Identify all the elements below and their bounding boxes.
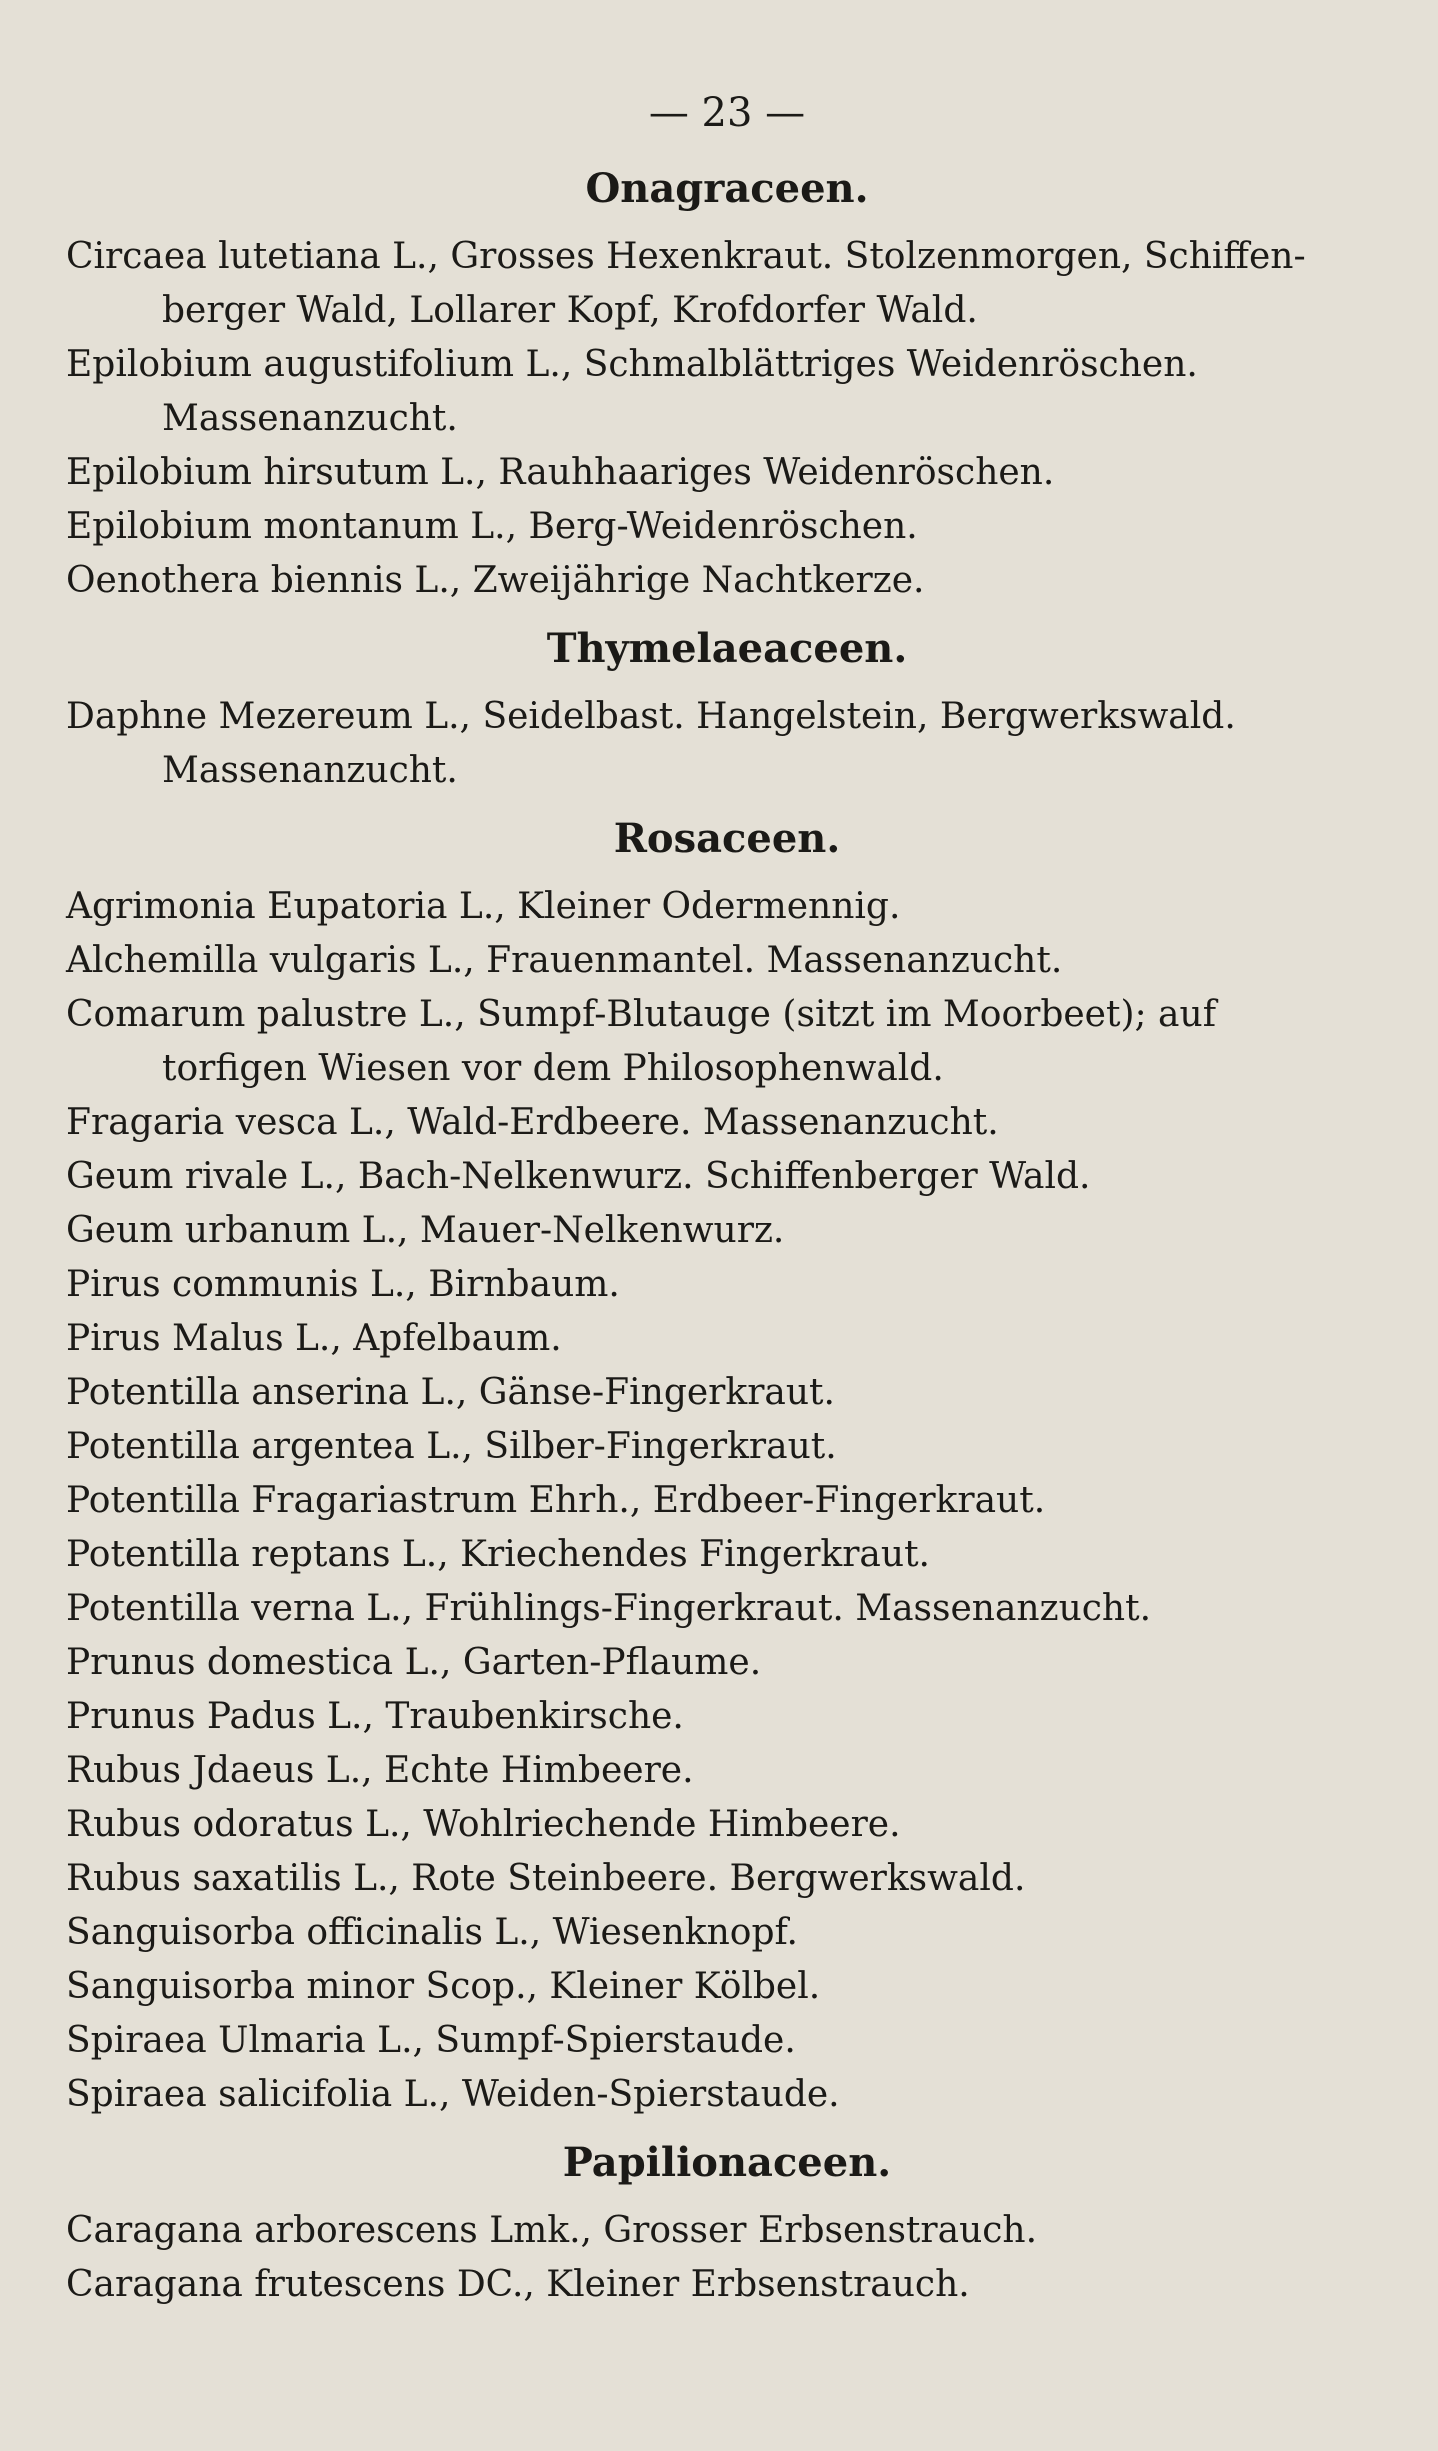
species-entry (66, 2258, 1388, 2312)
entry-line: Rubus saxatilis L., Rote Steinbeere. Bergwerkswald. (66, 1858, 1026, 1899)
species-entry (66, 1906, 1388, 1960)
entry-line: Spiraea Ulmaria L., Sumpf-Spierstaude. (66, 2020, 796, 2061)
species-entry (66, 1960, 1388, 2014)
section-title: Thymelaeaceen. (546, 625, 908, 672)
species-entry (66, 1204, 1388, 1258)
entry-line: Oenothera biennis L., Zweijährige Nachtkerze. (66, 560, 925, 601)
species-entry (66, 1690, 1388, 1744)
section-title: Papilionaceen. (562, 2139, 892, 2186)
entry-line: Fragaria vesca L., Wald-Erdbeere. Massenanzucht. (66, 1102, 999, 1143)
entry-line: Geum rivale L., Bach-Nelkenwurz. Schiffenberger Wald. (66, 1156, 1091, 1197)
entry-line: Prunus Padus L., Traubenkirsche. (66, 1696, 684, 1737)
entry-line: Potentilla reptans L., Kriechendes Fingerkraut. (66, 1534, 930, 1575)
entry-line: Alchemilla vulgaris L., Frauenmantel. Massenanzucht. (66, 940, 1063, 981)
species-entry (66, 1798, 1388, 1852)
entry-line: Prunus domestica L., Garten-Pflaume. (66, 1642, 762, 1683)
section-thymelaeaceen (66, 608, 1388, 798)
species-entry (66, 1474, 1388, 1528)
entry-line: Pirus communis L., Birnbaum. (66, 1264, 620, 1305)
section-title: Onagraceen. (585, 165, 869, 212)
entry-line: Potentilla anserina L., Gänse-Fingerkraut. (66, 1372, 835, 1413)
entry-line: Geum urbanum L., Mauer-Nelkenwurz. (66, 1210, 785, 1251)
entry-line: Sanguisorba officinalis L., Wiesenknopf. (66, 1912, 798, 1953)
entry-list (66, 880, 1388, 2122)
species-entry (66, 690, 1388, 798)
species-entry (66, 338, 1388, 446)
section-onagraceen (66, 148, 1388, 608)
section-title: Rosaceen. (613, 815, 841, 862)
species-entry (66, 554, 1388, 608)
entry-line: Caragana frutescens DC., Kleiner Erbsenstrauch. (66, 2264, 970, 2305)
species-entry (66, 1150, 1388, 1204)
entry-line: Rubus odoratus L., Wohlriechende Himbeere. (66, 1804, 901, 1845)
entry-line: Sanguisorba minor Scop., Kleiner Kölbel. (66, 1966, 821, 2007)
entry-line: Rubus Jdaeus L., Echte Himbeere. (66, 1750, 694, 1791)
species-entry (66, 500, 1388, 554)
entry-continuation-line: Massenanzucht. (162, 398, 458, 439)
entry-line: Spiraea salicifolia L., Weiden-Spierstaude. (66, 2074, 840, 2115)
entry-line: Epilobium montanum L., Berg-Weidenröschen. (66, 506, 918, 547)
entry-continuation-line: Massenanzucht. (162, 750, 458, 791)
species-entry (66, 2068, 1388, 2122)
species-entry (66, 1420, 1388, 1474)
section-rosaceen (66, 798, 1388, 2122)
entry-line: Agrimonia Eupatoria L., Kleiner Odermennig. (66, 886, 901, 927)
species-entry (66, 1582, 1388, 1636)
entry-line: Circaea lutetiana L., Grosses Hexenkraut. Stolzenmorgen, Schiffen- (66, 236, 1306, 277)
species-entry (66, 1096, 1388, 1150)
species-entry (66, 1528, 1388, 1582)
entry-line: Potentilla argentea L., Silber-Fingerkraut. (66, 1426, 837, 1467)
entry-line: Daphne Mezereum L., Seidelbast. Hangelstein, Bergwerkswald. (66, 696, 1236, 737)
species-entry (66, 1852, 1388, 1906)
entry-line: Epilobium hirsutum L., Rauhhaariges Weidenröschen. (66, 452, 1055, 493)
entry-line: Pirus Malus L., Apfelbaum. (66, 1318, 562, 1359)
species-entry (66, 1258, 1388, 1312)
species-entry (66, 988, 1388, 1096)
species-entry (66, 230, 1388, 338)
species-entry (66, 2204, 1388, 2258)
section-papilionaceen (66, 2122, 1388, 2312)
entry-line: Epilobium augustifolium L., Schmalblättriges Weidenröschen. (66, 344, 1198, 385)
entry-line: Potentilla Fragariastrum Ehrh., Erdbeer-Fingerkraut. (66, 1480, 1046, 1521)
species-entry (66, 934, 1388, 988)
species-entry (66, 880, 1388, 934)
page-number: — 23 — (648, 90, 806, 136)
species-entry (66, 1366, 1388, 1420)
entry-line: Potentilla verna L., Frühlings-Fingerkraut. Massenanzucht. (66, 1588, 1152, 1629)
entry-continuation-line: berger Wald, Lollarer Kopf, Krofdorfer Wald. (162, 290, 978, 331)
entry-continuation-line: torfigen Wiesen vor dem Philosophenwald. (162, 1048, 944, 1089)
entry-line: Caragana arborescens Lmk., Grosser Erbsenstrauch. (66, 2210, 1038, 2251)
entry-list (66, 230, 1388, 608)
species-entry (66, 446, 1388, 500)
entry-list (66, 690, 1388, 798)
entry-list (66, 2204, 1388, 2312)
entry-line: Comarum palustre L., Sumpf-Blutauge (sitzt im Moorbeet); auf (66, 994, 1217, 1035)
species-entry (66, 2014, 1388, 2068)
species-entry (66, 1744, 1388, 1798)
species-entry (66, 1636, 1388, 1690)
species-entry (66, 1312, 1388, 1366)
